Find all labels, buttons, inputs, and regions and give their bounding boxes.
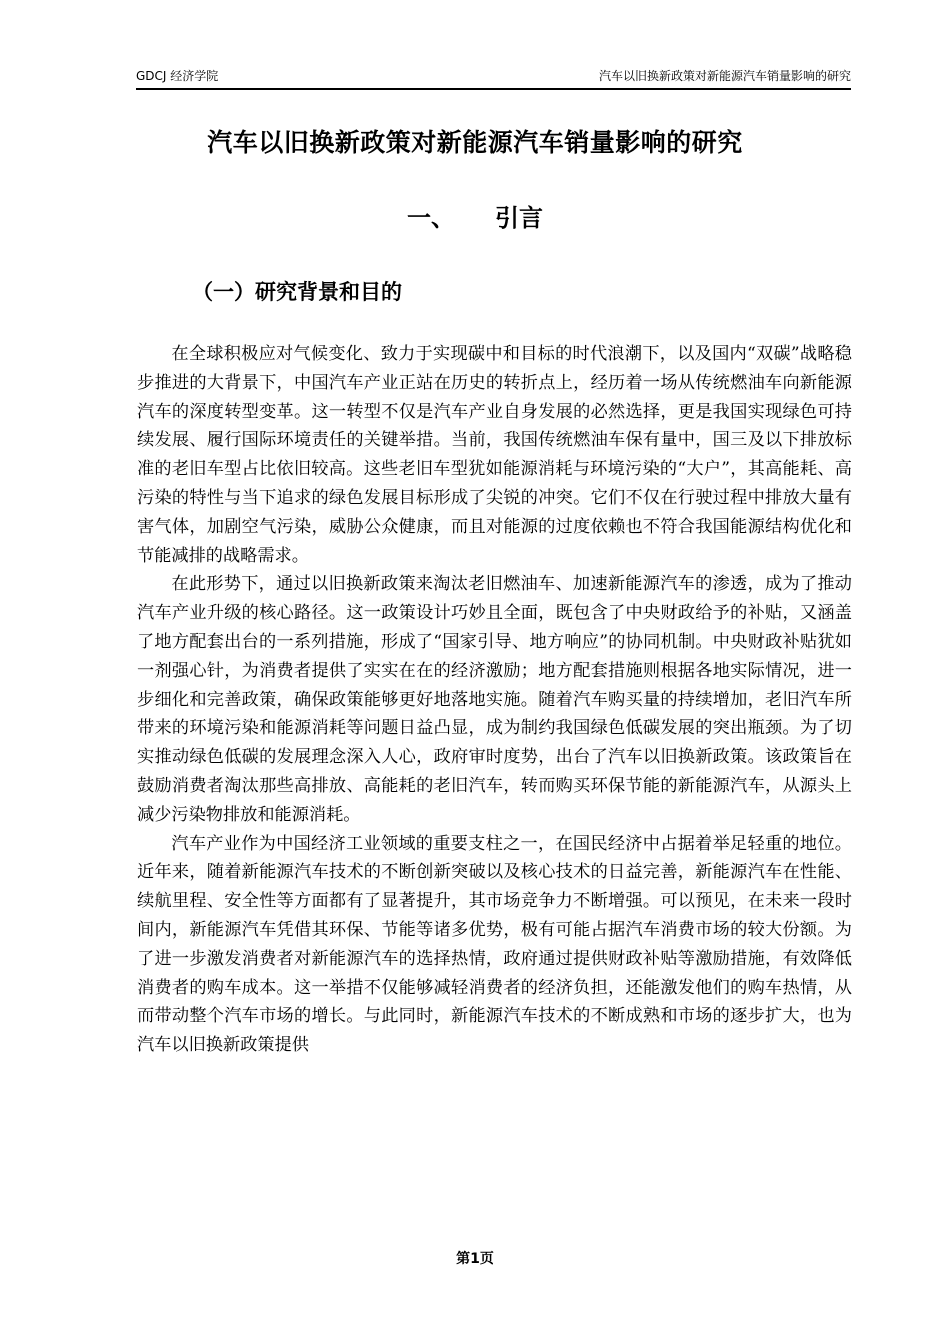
header-left-text: GDCJ 经济学院 (136, 69, 219, 83)
section-title-text: 引言 (495, 204, 543, 232)
document-title: 汽车以旧换新政策对新能源汽车销量影响的研究 (207, 128, 743, 157)
subsection-heading: （一）研究背景和目的 (192, 280, 402, 304)
paragraph: 在全球积极应对气候变化、致力于实现碳中和目标的时代浪潮下，以及国内“双碳”战略稳步推进的大背景下，中国汽车产业正站在历史的转折点上，经历着一场从传统燃油车向新能源汽车的深度转型变革。这一转型不仅是汽车产业自身发展的必然选择，更是我国实现绿色可持续发展、履行国际环境责任的关键举措。当前，我国传统燃油车保有量中，国三及以下排放标准的老旧车型占比依旧较高。这些老旧车型犹如能源消耗与环境污染的“大户”，其高能耗、高污染的特性与当下追求的绿色发展目标形成了尖锐的冲突。它们不仅在行驶过程中排放大量有害气体，加剧空气污染，威胁公众健康，而且对能源的过度依赖也不符合我国能源结构优化和节能减排的战略需求。 (137, 344, 852, 566)
page-header (136, 67, 851, 87)
body-text (137, 340, 852, 1060)
header-rule (136, 88, 851, 90)
page-number: 第1页 (456, 1251, 494, 1267)
paragraph: 汽车产业作为中国经济工业领域的重要支柱之一，在国民经济中占据着举足轻重的地位。近年来，随着新能源汽车技术的不断创新突破以及核心技术的日益完善，新能源汽车在性能、续航里程、安全性等方面都有了显著提升，其市场竞争力不断增强。可以预见，在未来一段时间内，新能源汽车凭借其环保、节能等诸多优势，极有可能占据汽车消费市场的较大份额。为了进一步激发消费者对新能源汽车的选择热情，政府通过提供财政补贴等激励措施，有效降低消费者的购车成本。这一举措不仅能够减轻消费者的经济负担，还能激发他们的购车热情，从而带动整个汽车市场的增长。与此同时，新能源汽车技术的不断成熟和市场的逐步扩大，也为汽车以旧换新政策提供 (137, 833, 852, 1056)
header-right-text: 汽车以旧换新政策对新能源汽车销量影响的研究 (598, 69, 851, 83)
paragraph: 在此形势下，通过以旧换新政策来淘汰老旧燃油车、加速新能源汽车的渗透，成为了推动汽车产业升级的核心路径。这一政策设计巧妙且全面，既包含了中央财政给予的补贴，又涵盖了地方配套出台的一系列措施，形成了“国家引导、地方响应”的协同机制。中央财政补贴犹如一剂强心针，为消费者提供了实实在在的经济激励；地方配套措施则根据各地实际情况，进一步细化和完善政策，确保政策能够更好地落地实施。随着汽车购买量的持续增加，老旧汽车所带来的环境污染和能源消耗等问题日益凸显，成为制约我国绿色低碳发展的突出瓶颈。为了切实推动绿色低碳的发展理念深入人心，政府审时度势，出台了汽车以旧换新政策。该政策旨在鼓励消费者淘汰那些高排放、高能耗的老旧汽车，转而购买环保节能的新能源汽车，从源头上减少污染物排放和能源消耗。 (137, 574, 852, 825)
section-heading (0, 198, 950, 233)
section-number: 一、 (407, 204, 455, 232)
